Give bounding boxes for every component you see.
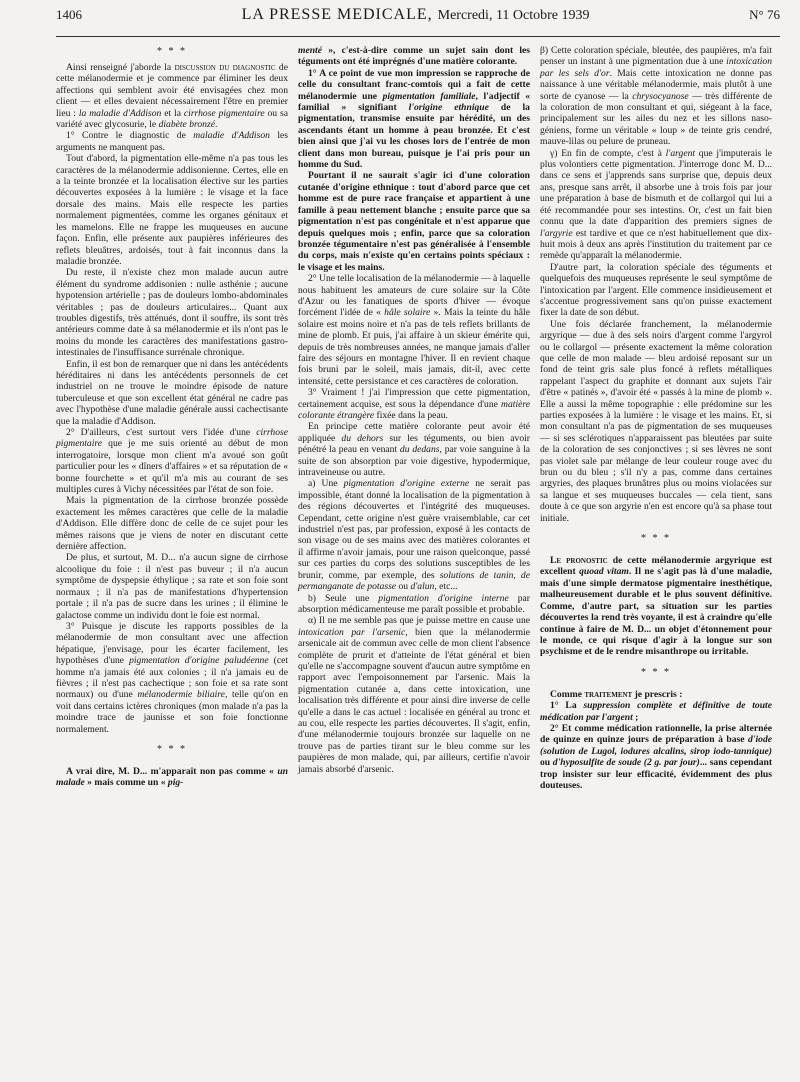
paragraph: 1° A ce point de vue mon impression se rapproche de celle du consultant franc-comtois qui a fait de cette mélanodermie une pigmentation familiale, l'adjectif « familial » signifiant l'origine ethnique de la pigmentation, transmise ensuite par hérédité, un des ascendants étant un homme à peau bronzée. Et c'est bien ainsi que j'ai vu les choses lors de l'entrée de mon client dans mon bureau, puisque je l'ai pris pour un homme du Sud. [298,67,530,171]
paragraph: D'autre part, la coloration spéciale des téguments et quelquefois des muqueuses représente le seul symptôme de l'intoxication par l'argent. Elle commence insidieusement et s'accentue progressivement sans qu'on puisse exactement fixer la date de son début. [540,261,772,319]
paragraph: 2° Et comme médication rationnelle, la prise alternée de quinze en quinze jours de préparation à base d'iode (solution de Lugol, iodures alcalins, sirop iodo-tannique) ou d'hyposulfite de soude (2 g. par jour)... sans cependant trop insister sur leur efficacité, évidemment des plus douteuses. [540,722,773,791]
issue-number: N° 76 [749,7,780,22]
paragraph: menté », c'est-à-dire comme un sujet sain dont les téguments ont été imprégnés d'une matière colorante. [298,45,530,68]
column-1 [56,45,288,791]
column-2 [298,45,530,791]
asterism-separator: * * * [641,666,671,678]
paragraph: α) Il ne me semble pas que je puisse mettre en cause une intoxication par l'arsenic, bien que la mélanodermie arsenicale ait de commun avec celle de mon client l'absence complète de prurit et d'atteinte de l'état général et bien qu'elle ne s'accompagne souvent d'aucun autre symptôme en rapport avec l'empoisonnement par l'arsenic. Mais la pigmentation cutanée a, dans cette intoxication, une localisation très différente et pour ainsi dire inverse de celle qu'elle a dans le cas actuel : localisée en général au tronc et au cou, elle respecte les parties découvertes. Il s'agit, enfin, d'une mélanodermie toujours bronzée sur laquelle on ne trouve pas de parties tirant sur le bleu comme sur les paupières de mon malade, qui, par ailleurs, certifie n'avoir jamais absorbé d'arsenic. [298,615,530,775]
paragraph: Tout d'abord, la pigmentation elle-même n'a pas tous les caractères de la mélanodermie addisonienne. Certes, elle en a la teinte bronzée et la localisation élective sur les parties découvertes exposées à la lumière : le visage et la face dorsale des mains. Mais elle respecte les parties normalement pigmentées, comme les organes génitaux et les mamelons. Elle ne frappe les muqueuses en aucune façon. Enfin, elle présente aux paupières inférieures des reflets bleuâtres, ardoisés, tout à fait inconnus dans la maladie bronzée. [56,153,288,267]
paragraph: 1° Contre le diagnostic de maladie d'Addison les arguments ne manquent pas. [56,130,289,153]
journal-title-line [242,6,590,24]
paragraph: Du reste, il n'existe chez mon malade aucun autre élément du syndrome addisonien : nulle asthénie ; aucune hypotension artérielle ; pas de douleurs lombo-abdominales véritables ; pas de douleurs articulaires... Quant aux troubles digestifs, très atténués, dont il souffre, ils sont très antérieurs comme date à sa mélanodermie et ils n'ont pas le moins du monde les caractères des manifestations gastro-intestinales de l'insuffisance surrénale chronique. [56,267,288,359]
issue-date: Mercredi, 11 Octobre 1939 [437,8,590,23]
paragraph: Ainsi renseigné j'aborde la discussion du diagnostic de cette mélanodermie et je commence par éliminer les deux affections qui semblent avoir été envisagées chez mon client — et elles devaient nécessairement l'être en premier lieu : la maladie d'Addison et la cirrhose pigmentaire ou sa variété avec glycosurie, le diabète bronzé. [56,62,288,131]
journal-title: LA PRESSE MEDICALE, [241,6,433,23]
asterism-separator: * * * [641,533,671,545]
paragraph: 3° Puisque je discute les rapports possibles de la mélanodermie de mon consultant avec une affection hépatique, j'envisage, pour les écarter facilement, les hypothèses d'une pigmentation d'origine paludéenne (cet homme n'a jamais été aux colonies ; il n'a jamais eu de fièvres ; il n'est pas cachectique ; son foie et sa rate sont normaux) ou d'une mélanodermie biliaire, telle qu'on en voit dans certains ictères chroniques (mon malade n'a pas la moindre trace de jaunisse et son foie fonctionne normalement. [56,620,289,735]
paragraph: Une fois déclarée franchement, la mélanodermie argyrique — due à des sels noirs d'argent comme l'argyrol ou le collargol — présente exactement la même coloration que celle de mon malade — bleu ardoisé reposant sur un fond de teint gris sale plus foncé à reflets métalliques rappelant l'aspect du graphite et donnant aux sujets l'air d'être « patinés », d'avoir été « passés à la mine de plomb ». Elle a aussi la même topographie : elle prédomine sur les parties exposées à la lumière : le visage et les mains. Et, si mon consultant n'a pas de pigmentation de ses muqueuses — si ses sclérotiques n'apparaissent pas bleutées par suite de la coloration de ses conjonctives ; si ses lèvres ne sont pas violet sale par mélange de leur couleur rouge avec du brun ou du bleu ; s'il n'y a pas, comme dans certaines argyries, des plaques brunâtres plus ou moins violacées sur sa langue et ses muqueuses buccales — cela tient, sans doute à ce que son argyrie n'en est encore qu'à sa phase tout initiale. [540,318,772,524]
page-number: 1406 [56,7,82,22]
paragraph: a) Une pigmentation d'origine externe ne serait pas impossible, étant donné la localisation de la pigmentation à des régions découvertes et l'intégrité des muqueuses. Cependant, cette origine n'est guère vraisemblable, car cet industriel n'est pas, par profession, exposé à les contacts de son visage ou de ses mains avec des matières colorantes et il affirme n'avoir jamais, pour une raison quelconque, passé sur ces parties du corps des solutions susceptibles de les brunir, comme, par exemple, des solutions de tanin, de permanganate de potasse ou d'alun, etc... [298,478,531,593]
paragraph: Enfin, il est bon de remarquer que ni dans les antécédents héréditaires ni dans les antécédents personnels de cet industriel on ne trouve le moindre épisode de nature tuberculeuse et que son excellent état général ne cadre pas avec l'hypothèse d'une maladie générale aussi cachectisante que la maladie d'Addison. [56,358,288,427]
asterism-separator: * * * [157,743,187,755]
asterism-separator: * * * [157,46,187,57]
paragraph: 1° La suppression complète et définitive de toute médication par l'argent ; [540,700,772,723]
paragraph: A vrai dire, M. D... m'apparaît non pas comme « un malade » mais comme un « pig- [56,765,288,789]
paragraph: 2° Une telle localisation de la mélanodermie — à laquelle nous habituent les amateurs de cure solaire sur la Côte d'Azur ou les fanatiques de sports d'hiver — évoque forcément l'idée de « hâle solaire ». Mais la teinte du hâle solaire est moins noire et n'a pas de tels reflets brillants de mine de plomb. Et puis, j'ai affaire à un skieur émérite qui, depuis de très nombreuses années, ne manque jamais d'aller faire des séjours en montagne l'hiver. Il en revient chaque fois bruni par le soleil, mais jamais, dit-il, avec cette intensité, cette persistance et ces caractères de coloration. [298,273,531,387]
paragraph: En principe cette matière colorante peut avoir été appliquée du dehors sur les téguments, ou bien avoir pénétré la peau en venant du dedans, par voie sanguine à la suite de son absorption par voie digestive, hypodermique, intraveineuse ou autre. [298,421,530,479]
paragraph: 2° D'ailleurs, c'est surtout vers l'idée d'une cirrhose pigmentaire que je me suis orienté au début de mon interrogatoire, lorsque mon client m'a avoué son goût particulier pour les « dîners d'affaires » et sa réputation de « bonne fourchette » et qu'il m'a mis au courant de ses multiples cures à Vichy nécessitées par l'état de son foie. [56,427,288,496]
paragraph: Le pronostic de cette mélanodermie argyrique est excellent quoad vitam. Il ne s'agit pas là d'une maladie, mais d'une simple dermatose pigmentaire inesthétique, malheureusement durable et le plus souvent définitive. Comme, d'autre part, sa situation sur les parties découvertes la rend très voyante, il est à craindre qu'elle continue à faire de M. D... un objet d'étonnement pour le monde, ce qui risque d'agir à la longue sur son psychisme et de le rendre misanthrope ou irritable. [540,555,772,658]
page-header [56,6,780,37]
paragraph: β) Cette coloration spéciale, bleutée, des paupières, m'a fait penser un instant à une pigmentation due à une intoxication par les sels d'or. Mais cette intoxication ne donne pas naissance à une véritable mélanodermie, mais plutôt à une sorte de cyanose — la chrysocyanose — très différente de la coloration de mon consultant et qui, siégeant à la face, principalement sur les ailes du nez et les sillons naso-géniens, forme un véritable « loup » de teinte gris cendré, mauve-lilas ou pelure de pruneau. [540,45,773,148]
paragraph: Comme traitement je prescris : [550,688,683,700]
paragraph: γ) En fin de compte, c'est à l'argent que j'imputerais le plus volontiers cette pigmentation. J'interroge donc M. D... dans ce sens et j'apprends sans surprise que, depuis deux ans, presque sans arrêt, il absorbe une à trois fois par jour une préparation à base de bismuth et de collargol qui lui a été recommandée pour ses intestins. Or, c'est un fait bien connu que la date d'apparition des premiers signes de l'argyrie est tardive et que ce n'est habituellement que dix-huit mois à deux ans après l'institution du traitement par ce remède qu'apparaît la mélanodermie. [540,147,772,262]
column-3 [540,45,772,791]
paragraph: b) Seule une pigmentation d'origine interne par absorption médicamenteuse me paraît possible et probable. [298,592,530,615]
paragraph: Pourtant il ne saurait s'agir ici d'une coloration cutanée d'origine ethnique : tout d'abord parce que cet homme est de pure race française et appartient à une famille à peau nettement blanche ; ensuite parce que sa pigmentation n'est pas congénitale et n'est apparue que depuis quelques mois ; enfin, parce que sa coloration bronzée tégumentaire n'est pas généralisée à l'ensemble du corps, mais n'existe qu'en certains points spéciaux : le visage et les mains. [298,170,530,273]
article-columns [56,45,780,791]
paragraph: Mais la pigmentation de la cirrhose bronzée possède exactement les mêmes caractères que celle de la maladie d'Addison. Elle diffère donc de celle de ce sujet pour les mêmes raisons que je viens de noter en discutant cette dernière affection. [56,495,288,553]
paragraph: De plus, et surtout, M. D... n'a aucun signe de cirrhose alcoolique du foie : il n'est pas buveur ; il n'a aucun symptôme de dyspepsie éthylique ; sa rate et son foie sont normaux ; il n'a pas de manifestations d'hypertension portale ; il n'a pas de sucre dans les urines ; il élimine le galactose comme un individu dont le foie est normal. [56,552,288,621]
paragraph: 3° Vraiment ! j'ai l'impression que cette pigmentation, certainement acquise, est sous la dépendance d'une matière colorante étrangère fixée dans la peau. [298,387,530,421]
